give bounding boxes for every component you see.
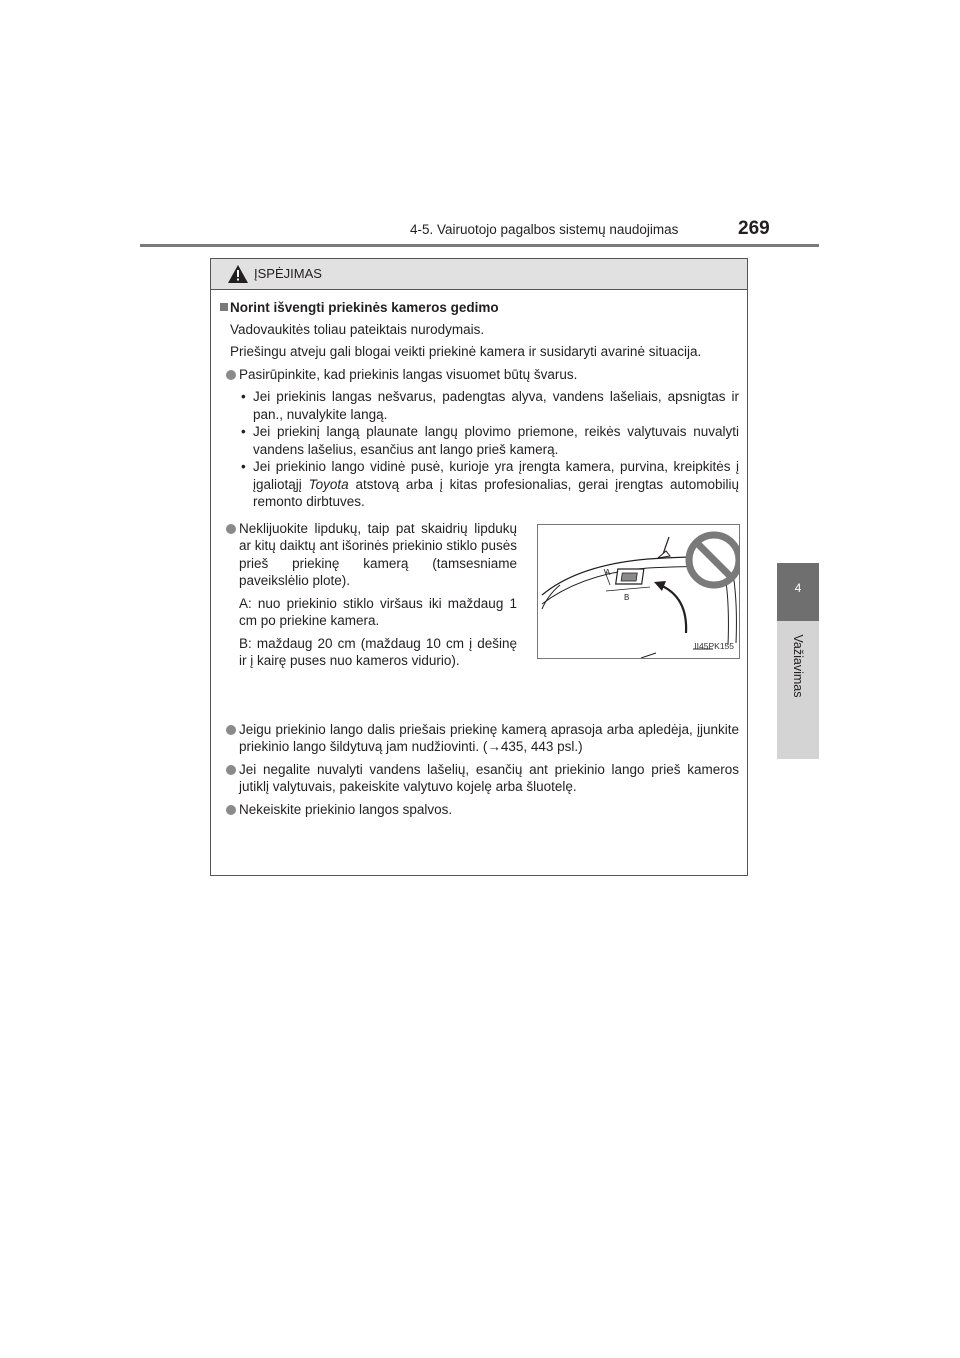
- bullet-item-3: [220, 721, 739, 756]
- bullet-item-4: [220, 761, 739, 796]
- note-a: A: nuo priekinio stiklo viršaus iki maždaug 1 cm po priekine kamera.: [239, 595, 517, 628]
- sub-item-3: [220, 458, 739, 511]
- sub-bullet-icon: •: [241, 459, 246, 474]
- bullet-text-3a: Jeigu priekinio lango dalis priešais priekinę kamerą aprasoja arba apledėja, įjunkite priekinio lango šildytuvą jam nudžiovinti. (: [239, 721, 739, 754]
- warning-box: [210, 258, 748, 876]
- intro-paragraph-1: Vadovaukitės toliau pateiktais nurodymais.: [230, 321, 485, 337]
- bullet-text-2: Neklijuokite lipdukų, taip pat skaidrių lipdukų ar kitų daiktų ant išorinės priekinio stiklo pusės prieš priekinę kamerą (tamsesniame paveikslėlio plote).: [239, 520, 517, 588]
- windshield-camera-figure: [537, 524, 740, 659]
- bullet-text-4: Jei negalite nuvalyti vandens lašelių, esančių ant priekinio lango prieš kameros jutiklį valytuvais, pakeiskite valytuvo kojelę arba šluotelę.: [239, 761, 739, 794]
- warning-content: [220, 299, 739, 823]
- bullet-item-1: [220, 366, 739, 384]
- warning-heading: [220, 299, 739, 317]
- circle-bullet-icon: [226, 805, 236, 815]
- figure-code: II45PK155: [694, 641, 734, 651]
- bullet-text-3b: 435, 443 psl.): [500, 739, 583, 754]
- bullet-text-5: Nekeiskite priekinio langos spalvos.: [239, 801, 453, 817]
- sub-text-3a: Jei priekinio lango vidinė pusė, kurioje yra įrengta kamera, purvina, kreipkitės į įgaliotąjį: [253, 459, 739, 492]
- warning-header: [211, 259, 747, 290]
- section-title: 4-5. Vairuotojo pagalbos sistemų naudojimas: [410, 222, 679, 237]
- square-bullet-icon: [220, 303, 228, 311]
- figure-label-b: B: [624, 592, 630, 602]
- circle-bullet-icon: [226, 725, 236, 735]
- bullet-text-1: Pasirūpinkite, kad priekinis langas visuomet būtų švarus.: [239, 366, 578, 382]
- chapter-label: Važiavimas: [791, 634, 805, 698]
- page-number: 269: [738, 218, 770, 239]
- header-divider: [140, 244, 819, 247]
- bullet-item-2: [220, 520, 517, 590]
- circle-bullet-icon: [226, 524, 236, 534]
- sub-text-3b: atstovą arba į kitas profesionalias, gerai įrengtas automobilių remonto dirbtuves.: [253, 476, 739, 509]
- page-ref-arrow: →: [487, 739, 501, 754]
- chapter-label-tab: [777, 621, 819, 759]
- sub-text-2: Jei priekinį langą plaunate langų plovimo priemone, reikės valytuvais nuvalyti vandens lašelius, esančius ant lango prieš kamerą.: [253, 424, 739, 457]
- warning-heading-text: Norint išvengti priekinės kameros gedimo: [230, 300, 499, 315]
- brand-name: Toyota: [308, 476, 349, 492]
- figure-label-a: A: [605, 567, 611, 577]
- prohibition-sign-icon: [689, 535, 739, 585]
- sticker-section: [220, 520, 739, 718]
- sub-item-1: [220, 388, 739, 423]
- sub-bullet-icon: •: [241, 424, 246, 439]
- circle-bullet-icon: [226, 370, 236, 380]
- intro-paragraph-2: Priešingu atveju gali blogai veikti priekinė kamera ir susidaryti avarinė situacija.: [230, 344, 702, 359]
- warning-triangle-icon: [228, 265, 248, 283]
- sub-item-2: [220, 423, 739, 458]
- sticker-text-column: [220, 520, 517, 675]
- sub-text-1: Jei priekinis langas nešvarus, padengtas alyva, vandens lašeliais, apsnigtas ir pan., nuvalykite langą.: [253, 389, 739, 422]
- chapter-number-tab: [777, 563, 819, 621]
- warning-label: ĮSPĖJIMAS: [254, 266, 322, 281]
- chapter-number: 4: [794, 581, 802, 595]
- circle-bullet-icon: [226, 765, 236, 775]
- bullet-item-5: [220, 801, 739, 819]
- sub-bullet-icon: •: [241, 389, 246, 404]
- note-b: B: maždaug 20 cm (maždaug 10 cm į dešinę ir į kairę puses nuo kameros vidurio).: [239, 635, 517, 668]
